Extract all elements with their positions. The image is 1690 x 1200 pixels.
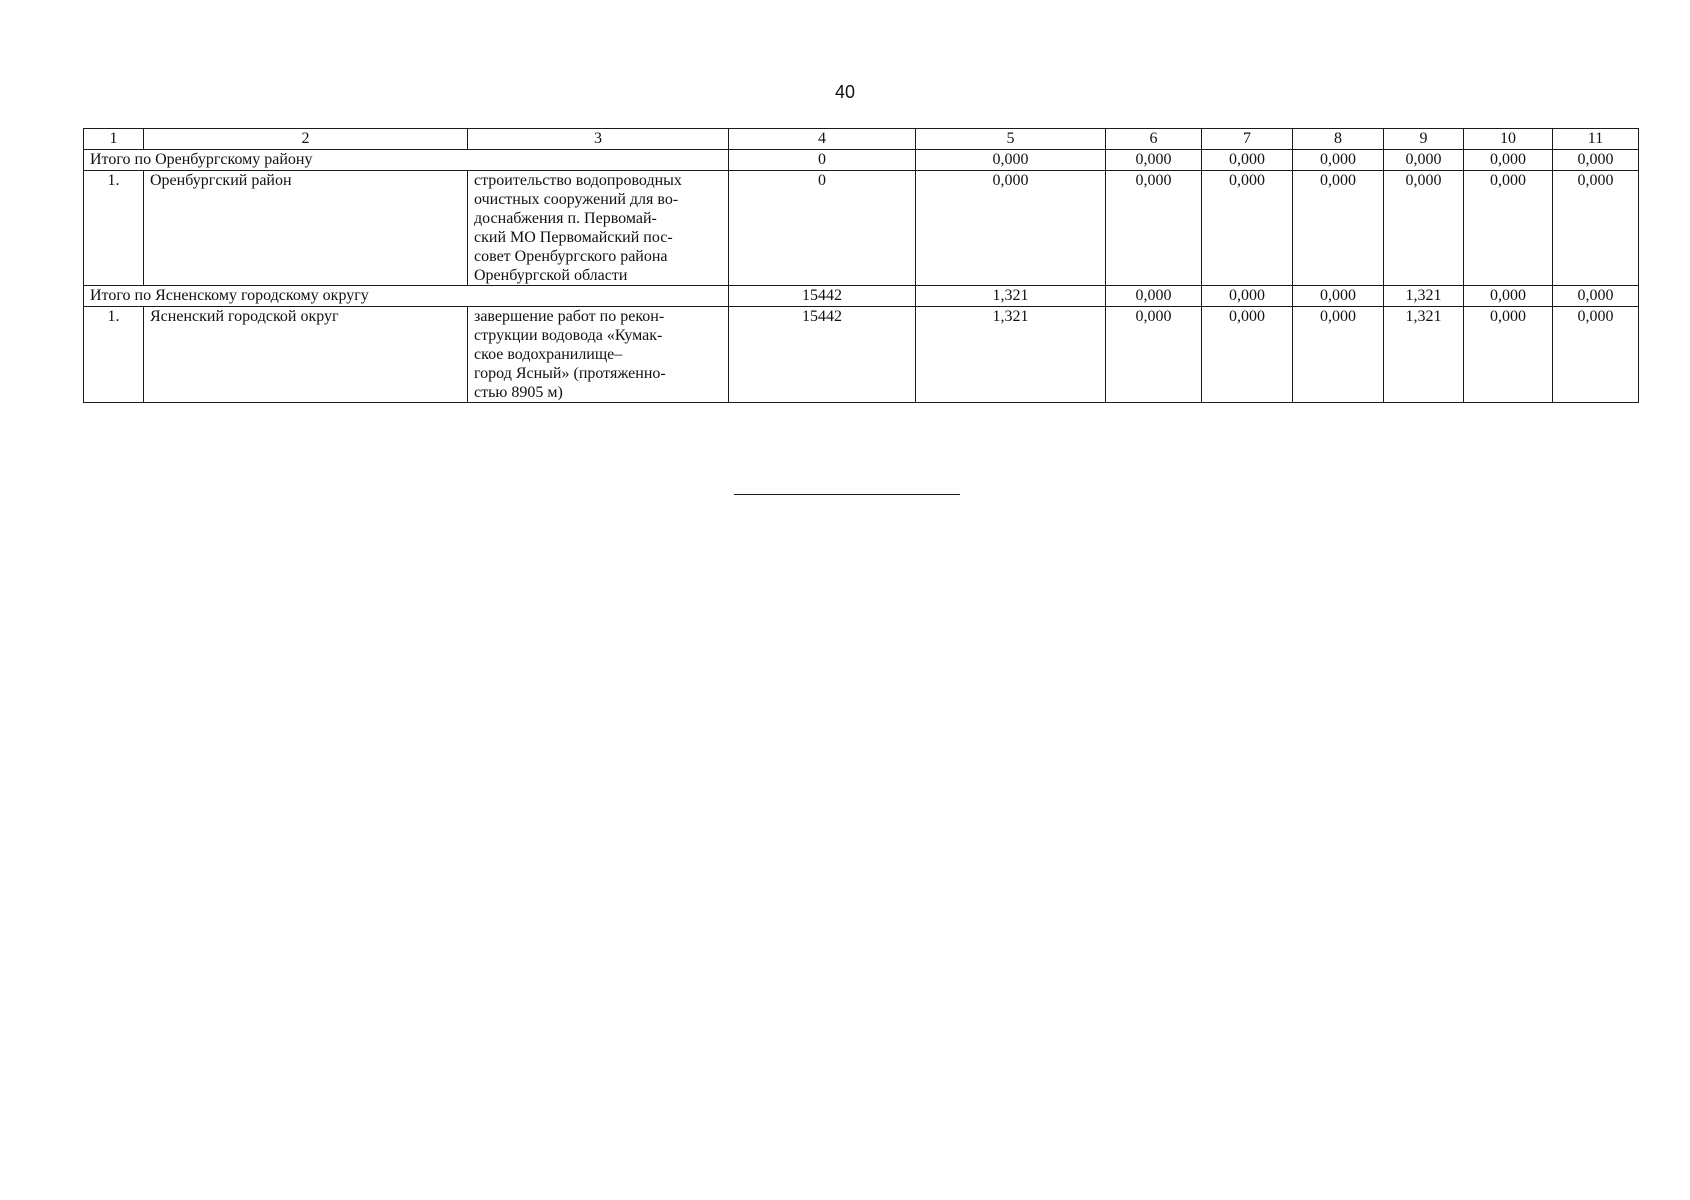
table-cell: 0,000: [916, 171, 1106, 286]
column-header: 3: [468, 129, 729, 150]
column-header: 1: [84, 129, 144, 150]
data-table: [83, 128, 1639, 403]
table-cell: 0,000: [1384, 150, 1464, 171]
table-cell: 0,000: [1106, 150, 1202, 171]
table-cell: 1,321: [1384, 307, 1464, 403]
column-header: 8: [1293, 129, 1384, 150]
table-cell: 0,000: [1202, 171, 1293, 286]
table-cell: 0,000: [1464, 150, 1553, 171]
subtotal-label: Итого по Оренбургскому району: [84, 150, 729, 171]
table-cell: 0,000: [1202, 286, 1293, 307]
table-cell: 0,000: [1553, 286, 1639, 307]
table-cell: 0: [729, 171, 916, 286]
table-row: [84, 307, 1639, 403]
table-cell: 0,000: [1293, 150, 1384, 171]
table-cell: 0,000: [1106, 307, 1202, 403]
table-cell: 1,321: [916, 307, 1106, 403]
municipality-name: Оренбургский район: [144, 171, 468, 286]
page-number: 40: [834, 82, 856, 102]
table-cell: 15442: [729, 307, 916, 403]
column-header: 9: [1384, 129, 1464, 150]
column-header: 10: [1464, 129, 1553, 150]
row-number: 1.: [84, 307, 144, 403]
column-header: 6: [1106, 129, 1202, 150]
subtotal-label: Итого по Ясненскому городскому округу: [84, 286, 729, 307]
table-cell: 1,321: [916, 286, 1106, 307]
row-number: 1.: [84, 171, 144, 286]
table-cell: 0,000: [1293, 286, 1384, 307]
table-cell: 0,000: [1202, 150, 1293, 171]
table-cell: 0,000: [1553, 171, 1639, 286]
table-cell: 0,000: [1384, 171, 1464, 286]
table-cell: 0,000: [1293, 307, 1384, 403]
table-header-row: [84, 129, 1639, 150]
column-header: 11: [1553, 129, 1639, 150]
table-cell: 15442: [729, 286, 916, 307]
table-cell: 0,000: [916, 150, 1106, 171]
column-header: 7: [1202, 129, 1293, 150]
table-cell: 0,000: [1464, 171, 1553, 286]
municipality-name: Ясненский городской округ: [144, 307, 468, 403]
column-header: 5: [916, 129, 1106, 150]
table-cell: 0,000: [1106, 171, 1202, 286]
table-cell: 0,000: [1293, 171, 1384, 286]
subtotal-row: [84, 150, 1639, 171]
table-cell: 0,000: [1553, 150, 1639, 171]
table-cell: 0,000: [1106, 286, 1202, 307]
column-header: 4: [729, 129, 916, 150]
column-header: 2: [144, 129, 468, 150]
table-cell: 1,321: [1384, 286, 1464, 307]
closing-divider: [734, 494, 960, 495]
table-row: [84, 171, 1639, 286]
subtotal-row: [84, 286, 1639, 307]
table-cell: 0,000: [1464, 286, 1553, 307]
project-description: строительство водопроводных очистных сооружений для во- доснабжения п. Первомай- ский МО Первомайский пос- совет Оренбургского района Оренбургской области: [468, 171, 729, 286]
table-cell: 0: [729, 150, 916, 171]
table-cell: 0,000: [1553, 307, 1639, 403]
table-cell: 0,000: [1202, 307, 1293, 403]
project-description: завершение работ по рекон- струкции водовода «Кумак- ское водохранилище– город Ясный» (протяженно- стью 8905 м): [468, 307, 729, 403]
table-cell: 0,000: [1464, 307, 1553, 403]
